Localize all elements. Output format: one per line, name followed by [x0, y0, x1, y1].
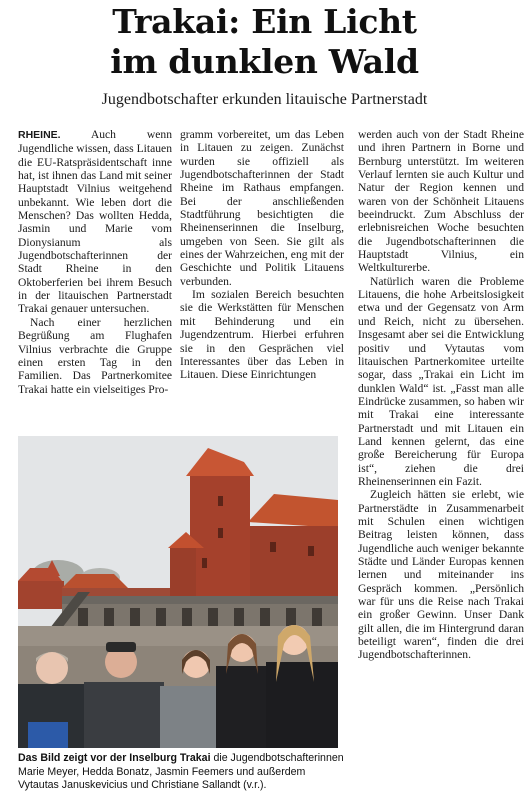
castle-group-photo [18, 436, 338, 748]
headline-line-2: im dunklen Wald [110, 42, 419, 81]
caption-text: die Jugendbotschafterinnen Marie Meyer, Hedda Bonatz, Jasmin Feemers und außerdem Vytautas Januskevicius und Christiane Sallandt (v.r.). [18, 752, 344, 791]
subheadline: Jugendbotschafter erkunden litauische Partnerstadt [101, 91, 428, 108]
paragraph: Im sozialen Bereich besuchten sie die Werkstätten für Menschen mit Behinderung und ein Jugendzentrum. Hierbei erfuhren sie in den Gesprächen viel Interessantes über das Leben in Litauen. Diese Einrichtungen [180, 288, 344, 382]
article-column-1 [18, 128, 172, 396]
article-column-2 [180, 128, 344, 382]
article-photo [18, 436, 338, 748]
headline-line-1: Trakai: Ein Licht [112, 2, 417, 41]
paragraph: werden auch von der Stadt Rheine und ihren Partnern in Borne und Bernburg unterstützt. Im weiteren Verlauf lernten sie auch Kultur und Natur der Region kennen und waren von der Schönheit Litauens beeindruckt. Zum Abschluss der erlebnisreichen Woche besuchten die Jugendbotschafterinnen die Hauptstadt Vilnius, ein Weltkulturerbe. [358, 128, 524, 275]
headline [0, 2, 529, 82]
paragraph: Nach einer herzlichen Begrüßung am Flughafen Vilnius verbrachte die Gruppe einen ersten Tag in den Familien. Das Partnerkomitee Trakai hatte ein vielseitiges Pro- [18, 315, 172, 396]
paragraph: Natürlich waren die Probleme Litauens, die hohe Arbeitslosigkeit etwa und der Gegensatz von Arm und Reich, nicht zu übersehen. Insgesamt aber sei die Entwicklung positiv und Vytautas vom litauischen Partnerkomitee urteilte sogar, dass „Trakai ein Licht im dunklen Wald“ ist. „Fasst man alle Eindrücke zusammen, so haben wir mit Trakai eine interessante Partnerstadt und mit Litauen ein Land kennen gelernt, das eine große Bereicherung für Europa ist“, ziehen die drei Rheinenserinnen ein Fazit. [358, 274, 524, 488]
article-column-3 [358, 128, 524, 800]
paragraph [18, 128, 172, 316]
paragraph: gramm vorbereitet, um das Leben in Litauen zu zeigen. Zunächst wurden sie offiziell als Jugendbotschafterinnen der Stadt Rheine im Rathaus empfangen. Bei der anschließenden Stadtführung besichtigten die Rheinenserinnen die Inselburg, umgeben von Seen. Sie gilt als eines der Wahrzeichen, eng mit der Geschichte und Politik Litauens verbunden. [180, 128, 344, 288]
paragraph: Zugleich hätten sie erlebt, wie Partnerstädte in Zusammenarbeit mit Schulen einen wichtigen Beitrag leisten können, dass Jugendliche auch weniger bekannte Städte und Länder Europas kennen lernen und miteinander ins Gespräch kommen. „Persönlich war für uns die Reise nach Trakai ein großer Gewinn. Unser Dank gilt allen, die im Hintergrund daran beteiligt waren“, finden die drei Jugendbotschafterinnen. [358, 488, 524, 662]
photo-caption [18, 752, 344, 793]
paragraph-text: Auch wenn Jugendliche wissen, dass Litauen die EU-Ratspräsidentschaft inne hat, ist ihnen das Land mit seiner Hauptstadt Vilnius weitgehend unbekannt. Wie leben dort die Menschen? Das wollten Hedda, Jasmin und Marie vom Dionysianum als Jugendbotschafterinnen der Stadt Rheine in den Oktoberferien bei ihrem Besuch in der litauischen Partnerstadt Trakai genauer untersuchen. [18, 128, 172, 316]
caption-lead: Das Bild zeigt vor der Inselburg Trakai [18, 752, 211, 764]
dateline: RHEINE. [18, 129, 61, 141]
